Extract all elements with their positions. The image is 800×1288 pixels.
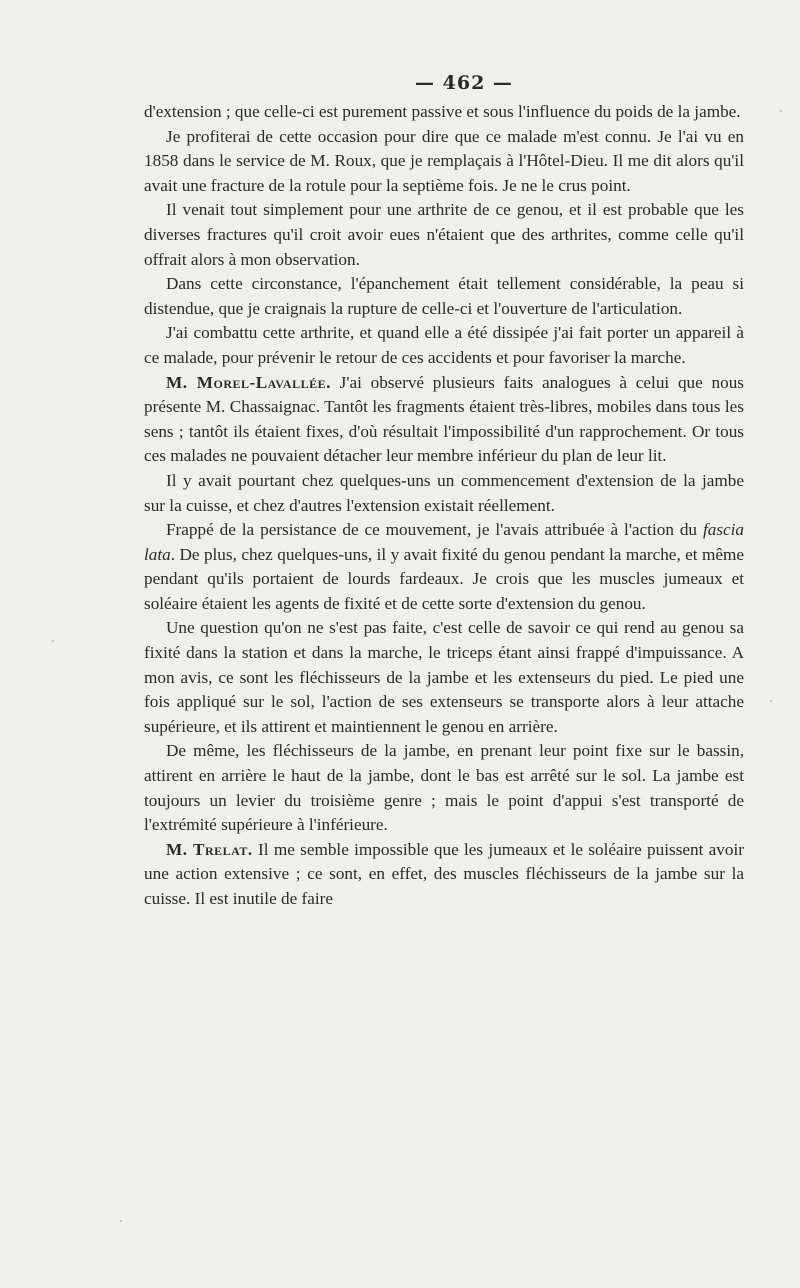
paragraph-text: d'extension ; que celle-ci est purement passive et sous l'influence du poids de la jambe. bbox=[144, 102, 741, 121]
paragraph-speaker-trelat bbox=[144, 838, 744, 912]
paper-speck bbox=[770, 700, 772, 702]
paragraph-text: . De plus, chez quelques-uns, il y avait fixité du genou pendant la marche, et même pendant qu'ils portaient de lourds fardeaux. Je crois que les muscles jumeaux et soléaire étaient les agents de fixité et de cette sorte d'extension du genou. bbox=[144, 544, 744, 613]
page-number: — 462 — bbox=[415, 72, 513, 94]
paragraph bbox=[144, 616, 744, 739]
paragraph-text: Il me semble impossible que les jumeaux et le soléaire puissent avoir une action extensive ; ce sont, en effet, des muscles fléchisseurs de la jambe sur la cuisse. Il est inutile de faire bbox=[144, 839, 744, 908]
italic-term: fascia lata bbox=[144, 520, 745, 564]
paragraph-text: De même, les fléchisseurs de la jambe, en prenant leur point fixe sur le bassin, attirent en arrière le haut de la jambe, dont le bas est arrêté sur le sol. La jambe est toujours un levier du troisième genre ; mais le point d'appui s'est transporté de l'extrémité supérieure à l'inférieure. bbox=[144, 741, 744, 835]
paper-speck bbox=[120, 1220, 122, 1222]
paragraph bbox=[144, 321, 744, 370]
paragraph-text: J'ai combattu cette arthrite, et quand elle a été dissipée j'ai fait porter un appareil à ce malade, pour prévenir le retour de ces accidents et pour favoriser la marche. bbox=[144, 323, 744, 367]
paragraph bbox=[144, 100, 744, 125]
paragraph-text: Il venait tout simplement pour une arthrite de ce genou, et il est probable que les diverses fractures qu'il croit avoir eues n'étaient que des arthrites, comme celle qu'il offrait alors à mon observation. bbox=[144, 200, 744, 269]
paragraph bbox=[144, 125, 744, 199]
body-text bbox=[144, 100, 744, 912]
paragraph-speaker-morel-lavallee bbox=[144, 371, 744, 469]
paragraph-text: Dans cette circonstance, l'épanchement était tellement considérable, la peau si distendue, que je craignais la rupture de celle-ci et l'ouverture de l'articulation. bbox=[144, 274, 744, 318]
paragraph-text: Une question qu'on ne s'est pas faite, c'est celle de savoir ce qui rend au genou sa fixité dans la station et dans la marche, le triceps étant ainsi frappé d'impuissance. A mon avis, ce sont les fléchisseurs de la jambe et les extenseurs du pied. Le pied une fois appliqué sur le sol, l'action de ses extenseurs se transporte alors à leur attache supérieure, et ils attirent et maintiennent le genou en arrière. bbox=[144, 618, 744, 736]
paragraph bbox=[144, 272, 744, 321]
paragraph-text-before: Frappé de la persistance de ce mouvement, je l'avais attribuée à l'action du bbox=[166, 520, 698, 540]
paper-speck bbox=[52, 640, 54, 642]
paper-speck bbox=[780, 110, 782, 112]
paragraph bbox=[144, 469, 744, 518]
speaker-name: M. Morel-Lavallée. bbox=[166, 372, 331, 392]
paragraph bbox=[144, 518, 744, 616]
paragraph bbox=[144, 198, 744, 272]
paragraph-text: Je profiterai de cette occasion pour dire que ce malade m'est connu. Je l'ai vu en 1858 dans le service de M. Roux, que je remplaçais à l'Hôtel-Dieu. Il me dit alors qu'il avait une fracture de la rotule pour la septième fois. Je ne le crus point. bbox=[144, 126, 744, 195]
speaker-name: M. Trelat. bbox=[166, 839, 253, 859]
paragraph-text: J'ai observé plusieurs faits analogues à celui que nous présente M. Chassaignac. Tantôt les fragments étaient très-libres, mobiles dans tous les sens ; tantôt ils étaient fixes, d'où résultait l'impossibilité d'un rapprochement. Or tous ces malades ne pouvaient détacher leur membre inférieur du plan de leur lit. bbox=[144, 372, 744, 466]
paragraph bbox=[144, 739, 744, 837]
paragraph-text: Il y avait pourtant chez quelques-uns un commencement d'extension de la jambe sur la cuisse, et chez d'autres l'extension existait réellement. bbox=[144, 470, 744, 515]
